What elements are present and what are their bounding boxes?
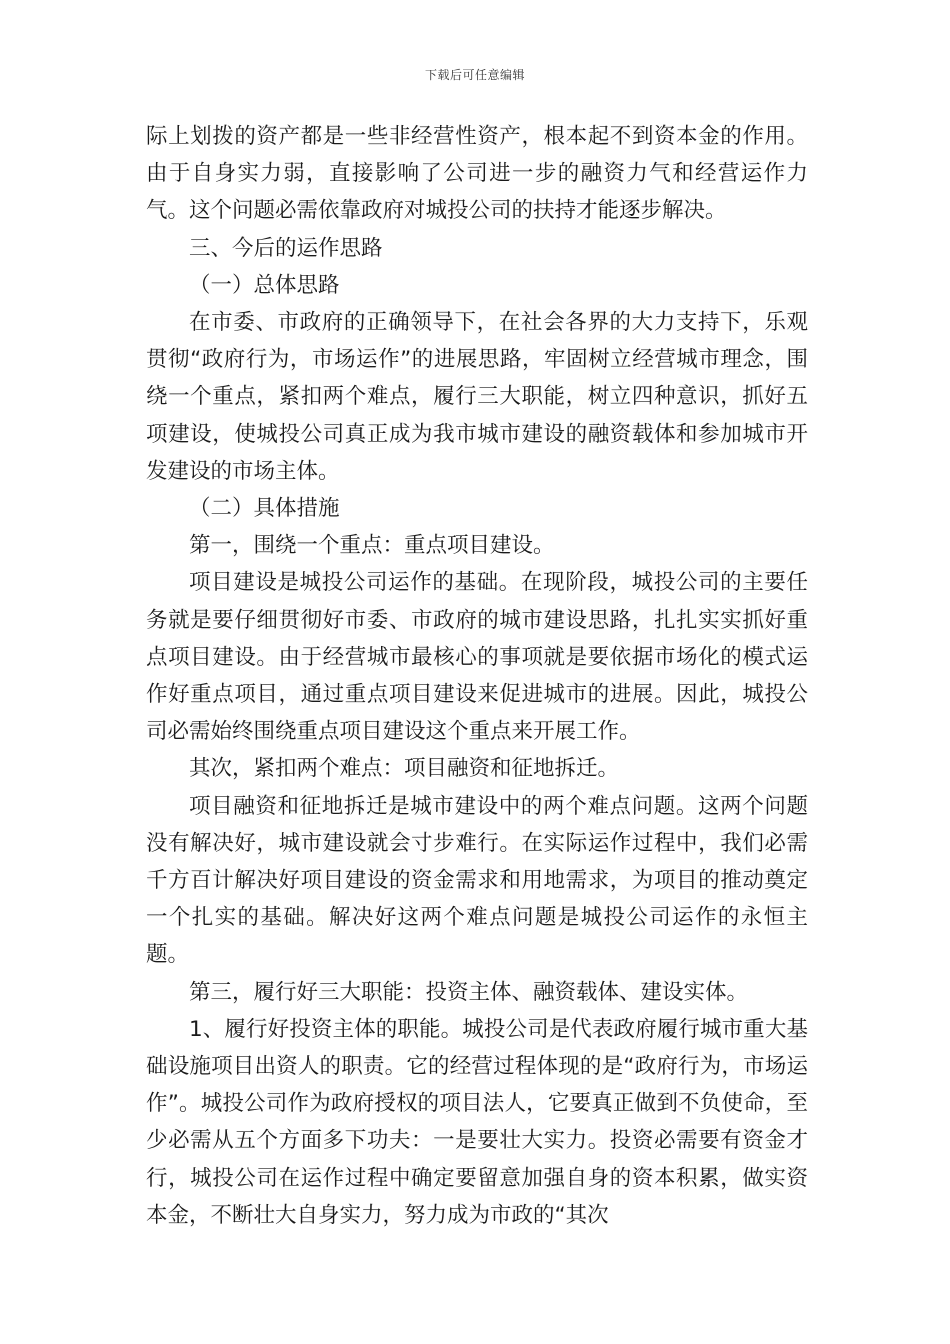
paragraph: 第一，围绕一个重点：重点项目建设。 — [189, 533, 555, 559]
paragraph: 其次，紧扣两个难点：项目融资和征地拆迁。 — [189, 756, 620, 782]
page-header: 下载后可任意编辑 — [424, 68, 525, 82]
paragraph-continuation: 际上划拨的资产都是一些非经营性资产，根本起不到资本金的作用。由于自身实力弱，直接影响了公司进一步的融资力气和经营运作力气。这个问题必需依靠政府对城投公司的扶持才能逐步解决。 — [146, 124, 808, 224]
paragraph: 项目融资和征地拆迁是城市建设中的两个难点问题。这两个问题没有解决好，城市建设就会寸步难行。在实际运作过程中，我们必需千方百计解决好项目建设的资金需求和用地需求，为项目的推动奠定一个扎实的基础。解决好这两个难点问题是城投公司运作的永恒主题。 — [146, 793, 808, 968]
paragraph: 1、履行好投资主体的职能。城投公司是代表政府履行城市重大基础设施项目出资人的职责。它的经营过程体现的是“政府行为，市场运作”。城投公司作为政府授权的项目法人，它要真正做到不负使命，至少必需从五个方面多下功夫：一是要壮大实力。投资必需要有资金才行，城投公司在运作过程中确定要留意加强自身的资本积累，做实资本金，不断壮大自身实力，努力成为市政的“其次 — [146, 1016, 808, 1228]
document-body — [146, 118, 808, 1234]
section-heading: 三、今后的运作思路 — [189, 235, 383, 261]
subsection-heading: （二）具体措施 — [189, 496, 340, 522]
subsection-heading: （一）总体思路 — [189, 272, 340, 298]
paragraph: 项目建设是城投公司运作的基础。在现阶段，城投公司的主要任务就是要仔细贯彻好市委、市政府的城市建设思路，扎扎实实抓好重点项目建设。由于经营城市最核心的事项就是要依据市场化的模式运作好重点项目，通过重点项目建设来促进城市的进展。因此，城投公司必需始终围绕重点项目建设这个重点来开展工作。 — [146, 570, 808, 745]
paragraph: 第三，履行好三大职能：投资主体、融资载体、建设实体。 — [189, 979, 749, 1005]
paragraph: 在市委、市政府的正确领导下，在社会各界的大力支持下，乐观贯彻“政府行为，市场运作”的进展思路，牢固树立经营城市理念，围绕一个重点，紧扣两个难点，履行三大职能，树立四种意识，抓好五项建设，使城投公司真正成为我市城市建设的融资载体和参加城市开发建设的市场主体。 — [146, 310, 808, 484]
